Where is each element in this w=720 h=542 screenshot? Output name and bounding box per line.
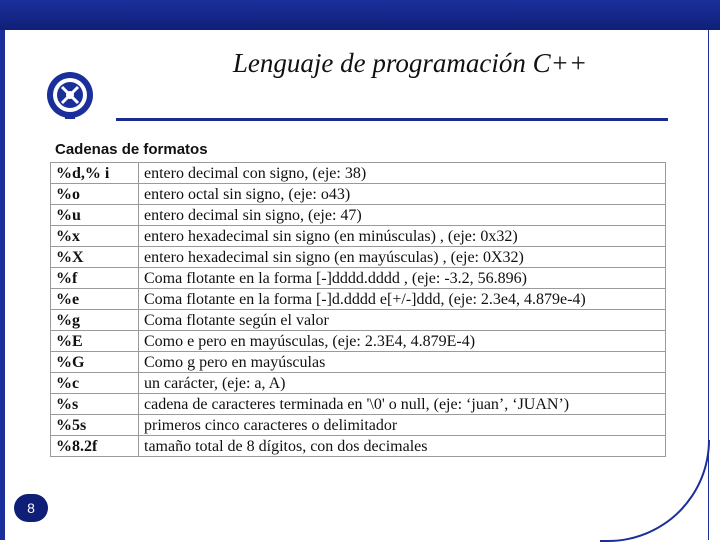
format-specifier: %E bbox=[51, 331, 139, 352]
format-specifier: %s bbox=[51, 394, 139, 415]
format-specifier: %g bbox=[51, 310, 139, 331]
format-description: tamaño total de 8 dígitos, con dos decimales bbox=[139, 436, 666, 457]
format-specifier-table bbox=[50, 162, 666, 457]
page-number-badge: 8 bbox=[14, 494, 48, 522]
format-description: entero decimal con signo, (eje: 38) bbox=[139, 163, 666, 184]
format-description: entero hexadecimal sin signo (en mayúsculas) , (eje: 0X32) bbox=[139, 247, 666, 268]
format-specifier: %c bbox=[51, 373, 139, 394]
format-specifier: %x bbox=[51, 226, 139, 247]
format-description: entero hexadecimal sin signo (en minúsculas) , (eje: 0x32) bbox=[139, 226, 666, 247]
table-row bbox=[51, 289, 666, 310]
format-description: entero octal sin signo, (eje: o43) bbox=[139, 184, 666, 205]
format-specifier: %o bbox=[51, 184, 139, 205]
table-row bbox=[51, 310, 666, 331]
format-specifier: %d,% i bbox=[51, 163, 139, 184]
format-description: primeros cinco caracteres o delimitador bbox=[139, 415, 666, 436]
title-underline bbox=[116, 118, 668, 121]
format-specifier: %X bbox=[51, 247, 139, 268]
format-description: Como g pero en mayúsculas bbox=[139, 352, 666, 373]
section-heading: Cadenas de formatos bbox=[55, 141, 208, 158]
table-row bbox=[51, 268, 666, 289]
top-banner bbox=[0, 0, 720, 30]
format-description: cadena de caracteres terminada en '\0' o null, (eje: ‘juan’, ‘JUAN’) bbox=[139, 394, 666, 415]
format-specifier: %5s bbox=[51, 415, 139, 436]
format-description: Coma flotante en la forma [-]dddd.dddd , (eje: -3.2, 56.896) bbox=[139, 268, 666, 289]
format-description: Coma flotante en la forma [-]d.dddd e[+/-]ddd, (eje: 2.3e4, 4.879e-4) bbox=[139, 289, 666, 310]
table-row bbox=[51, 247, 666, 268]
format-specifier: %f bbox=[51, 268, 139, 289]
frame-right-border bbox=[708, 30, 720, 540]
institution-logo-icon bbox=[43, 70, 97, 120]
table-row bbox=[51, 163, 666, 184]
table-row bbox=[51, 331, 666, 352]
format-specifier: %G bbox=[51, 352, 139, 373]
table-row bbox=[51, 373, 666, 394]
format-description: Como e pero en mayúsculas, (eje: 2.3E4, 4.879E-4) bbox=[139, 331, 666, 352]
format-specifier: %u bbox=[51, 205, 139, 226]
format-description: un carácter, (eje: a, A) bbox=[139, 373, 666, 394]
table-row bbox=[51, 352, 666, 373]
frame-left-border bbox=[0, 30, 5, 540]
format-description: Coma flotante según el valor bbox=[139, 310, 666, 331]
table-row bbox=[51, 436, 666, 457]
table-row bbox=[51, 184, 666, 205]
format-specifier: %e bbox=[51, 289, 139, 310]
table-row bbox=[51, 205, 666, 226]
table-row bbox=[51, 415, 666, 436]
page-title: Lenguaje de programación C++ bbox=[232, 48, 588, 78]
format-description: entero decimal sin signo, (eje: 47) bbox=[139, 205, 666, 226]
format-specifier: %8.2f bbox=[51, 436, 139, 457]
table-row bbox=[51, 394, 666, 415]
table-row bbox=[51, 226, 666, 247]
